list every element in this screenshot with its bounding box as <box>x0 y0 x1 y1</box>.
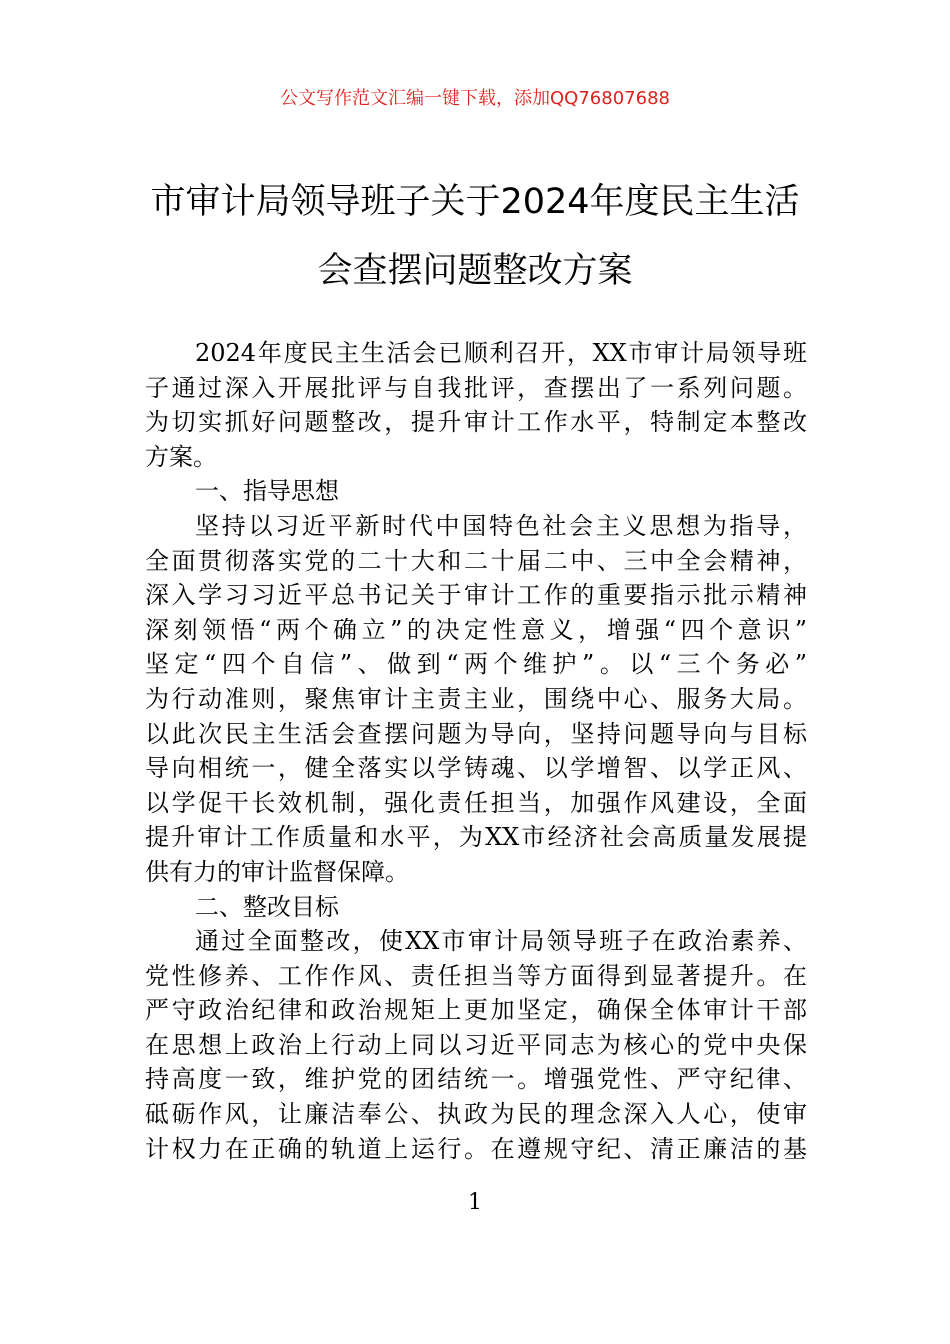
text-line: 全面贯彻落实党的二十大和二十届二中、三中全会精神， <box>145 546 807 575</box>
text-line: 一、指导思想 <box>195 477 339 506</box>
document-title-line-1: 市审计局领导班子关于2024年度民主生活 <box>150 182 800 222</box>
text-line: 以学促干长效机制，强化责任担当，加强作风建设，全面 <box>145 788 807 817</box>
text-line: 党性修养、工作作风、责任担当等方面得到显著提升。在 <box>145 961 807 990</box>
text-line: 通过全面整改，使XX市审计局领导班子在政治素养、 <box>195 927 807 956</box>
text-line: 深刻领悟“两个确立”的决定性意义，增强“四个意识” <box>145 615 807 644</box>
text-line: 在思想上政治上行动上同以习近平同志为核心的党中央保 <box>145 1030 807 1059</box>
text-line: 为行动准则，聚焦审计主责主业，围绕中心、服务大局。 <box>145 684 807 713</box>
text-line: 坚定“四个自信”、做到“两个维护”。以“三个务必” <box>145 650 807 679</box>
text-line: 严守政治纪律和政治规矩上更加坚定，确保全体审计干部 <box>145 996 807 1025</box>
text-line: 2024年度民主生活会已顺利召开，XX市审计局领导班 <box>195 339 807 367</box>
text-line: 提升审计工作质量和水平，为XX市经济社会高质量发展提 <box>145 823 807 852</box>
page-number: 1 <box>468 1190 482 1215</box>
text-line: 为切实抓好问题整改，提升审计工作水平，特制定本整改 <box>145 408 807 437</box>
text-line: 计权力在正确的轨道上运行。在遵规守纪、清正廉洁的基 <box>145 1134 807 1163</box>
text-line: 持高度一致，维护党的团结统一。增强党性、严守纪律、 <box>145 1065 807 1094</box>
text-line: 以此次民主生活会查摆问题为导向，坚持问题导向与目标 <box>145 719 807 748</box>
text-line: 砥砺作风，让廉洁奉公、执政为民的理念深入人心，使审 <box>145 1100 807 1129</box>
text-line: 深入学习习近平总书记关于审计工作的重要指示批示精神 <box>145 581 807 610</box>
text-line: 坚持以习近平新时代中国特色社会主义思想为指导， <box>195 511 807 540</box>
document-body <box>145 336 807 1166</box>
text-line: 二、整改目标 <box>195 892 339 921</box>
text-line: 供有力的审计监督保障。 <box>145 857 409 886</box>
text-line: 子通过深入开展批评与自我批评，查摆出了一系列问题。 <box>145 373 807 402</box>
text-line: 方案。 <box>145 442 217 471</box>
document-title-line-2: 会查摆问题整改方案 <box>317 251 633 291</box>
promo-header: 公文写作范文汇编一键下载，添加QQ76807688 <box>280 88 670 109</box>
text-line: 导向相统一，健全落实以学铸魂、以学增智、以学正风、 <box>145 754 807 783</box>
